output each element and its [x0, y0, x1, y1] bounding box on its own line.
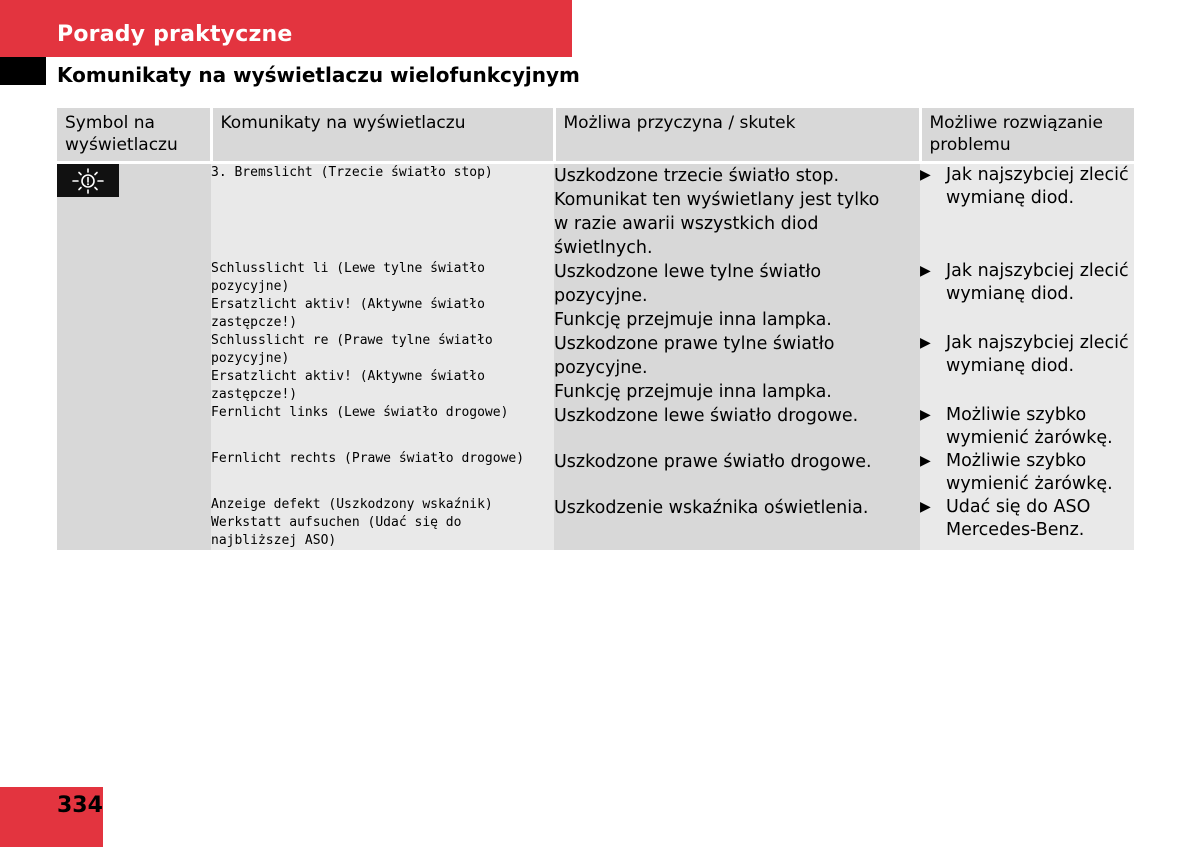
- cause-text: Uszkodzone prawe tylne światło pozycyjne.: [554, 334, 835, 378]
- display-message-cell: [211, 496, 554, 550]
- cause-cell: [554, 404, 920, 450]
- remedy-text: Udać się do ASO Mercedes-Benz.: [946, 497, 1091, 540]
- display-message-text: 3. Bremslicht (Trzecie światło stop): [211, 165, 493, 180]
- page-number: 334: [57, 793, 103, 818]
- display-message-text: Ersatzlicht aktiv! (Aktywne światło zastępcze!): [211, 297, 493, 330]
- display-messages-table: [57, 108, 1134, 550]
- cause-cell: [554, 496, 920, 550]
- remedy-text: Jak najszybciej zlecić wymianę diod.: [946, 333, 1129, 376]
- triangle-bullet-icon: ▶: [920, 167, 931, 183]
- remedy-cell: [920, 260, 1134, 332]
- display-message-text: Schlusslicht li (Lewe tylne światło pozycyjne): [211, 261, 493, 294]
- triangle-bullet-icon: ▶: [920, 407, 931, 423]
- page-subheading: Komunikaty na wyświetlaczu wielofunkcyjnym: [57, 63, 580, 87]
- cause-text: Funkcję przejmuje inna lampka.: [554, 382, 832, 402]
- table-row: [57, 450, 1134, 496]
- remedy-cell: [920, 332, 1134, 404]
- column-header-remedy: Możliwe rozwiązanie problemu: [920, 108, 1134, 163]
- display-message-cell: [211, 332, 554, 404]
- triangle-bullet-icon: ▶: [920, 499, 931, 515]
- remedy-text: Jak najszybciej zlecić wymianę diod.: [946, 165, 1129, 208]
- remedy-cell: [920, 163, 1134, 261]
- cause-text: Funkcję przejmuje inna lampka.: [554, 310, 832, 330]
- display-message-cell: [211, 260, 554, 332]
- display-message-text: Fernlicht rechts (Prawe światło drogowe): [211, 451, 525, 466]
- table-row: [57, 260, 1134, 332]
- cause-cell: [554, 260, 920, 332]
- display-message-cell: [211, 450, 554, 496]
- cause-text: Komunikat ten wyświetlany jest tylko: [554, 190, 880, 210]
- column-header-symbol: Symbol na wyświetlaczu: [57, 108, 211, 163]
- section-marker-tab: [0, 57, 46, 85]
- table-row: [57, 404, 1134, 450]
- remedy-cell: [920, 450, 1134, 496]
- cause-cell: [554, 163, 920, 261]
- column-header-display-message: Komunikaty na wyświetlaczu: [211, 108, 554, 163]
- cause-text: Uszkodzone lewe tylne światło pozycyjne.: [554, 262, 822, 306]
- table-row: [57, 163, 1134, 261]
- remedy-cell: [920, 496, 1134, 550]
- remedy-text: Możliwie szybko wymienić żarówkę.: [946, 405, 1113, 448]
- display-message-text: Schlusslicht re (Prawe tylne światło pozycyjne): [211, 333, 501, 366]
- section-title: Porady praktyczne: [57, 22, 293, 47]
- display-message-text: Anzeige defekt (Uszkodzony wskaźnik): [211, 497, 493, 512]
- remedy-cell: [920, 404, 1134, 450]
- remedy-text: Możliwie szybko wymienić żarówkę.: [946, 451, 1113, 494]
- cause-text: w razie awarii wszystkich diod świetlnych.: [554, 214, 819, 258]
- table-row: [57, 332, 1134, 404]
- triangle-bullet-icon: ▶: [920, 335, 931, 351]
- cause-text: Uszkodzone trzecie światło stop.: [554, 166, 840, 186]
- remedy-text: Jak najszybciej zlecić wymianę diod.: [946, 261, 1129, 304]
- triangle-bullet-icon: ▶: [920, 263, 931, 279]
- cause-cell: [554, 450, 920, 496]
- table-row: [57, 496, 1134, 550]
- cause-text: Uszkodzone lewe światło drogowe.: [554, 406, 859, 426]
- cause-text: Uszkodzenie wskaźnika oświetlenia.: [554, 498, 869, 518]
- display-message-text: Ersatzlicht aktiv! (Aktywne światło zastępcze!): [211, 369, 493, 402]
- cause-text: Uszkodzone prawe światło drogowe.: [554, 452, 872, 472]
- cause-cell: [554, 332, 920, 404]
- display-message-cell: [211, 163, 554, 261]
- column-header-cause: Możliwa przyczyna / skutek: [554, 108, 920, 163]
- symbol-cell: [57, 163, 211, 551]
- exterior-lamp-warning-icon: [57, 164, 119, 197]
- display-message-cell: [211, 404, 554, 450]
- triangle-bullet-icon: ▶: [920, 453, 931, 469]
- display-message-text: Werkstatt aufsuchen (Udać się do najbliższej ASO): [211, 515, 470, 548]
- table-header-row: [57, 108, 1134, 163]
- display-message-text: Fernlicht links (Lewe światło drogowe): [211, 405, 509, 420]
